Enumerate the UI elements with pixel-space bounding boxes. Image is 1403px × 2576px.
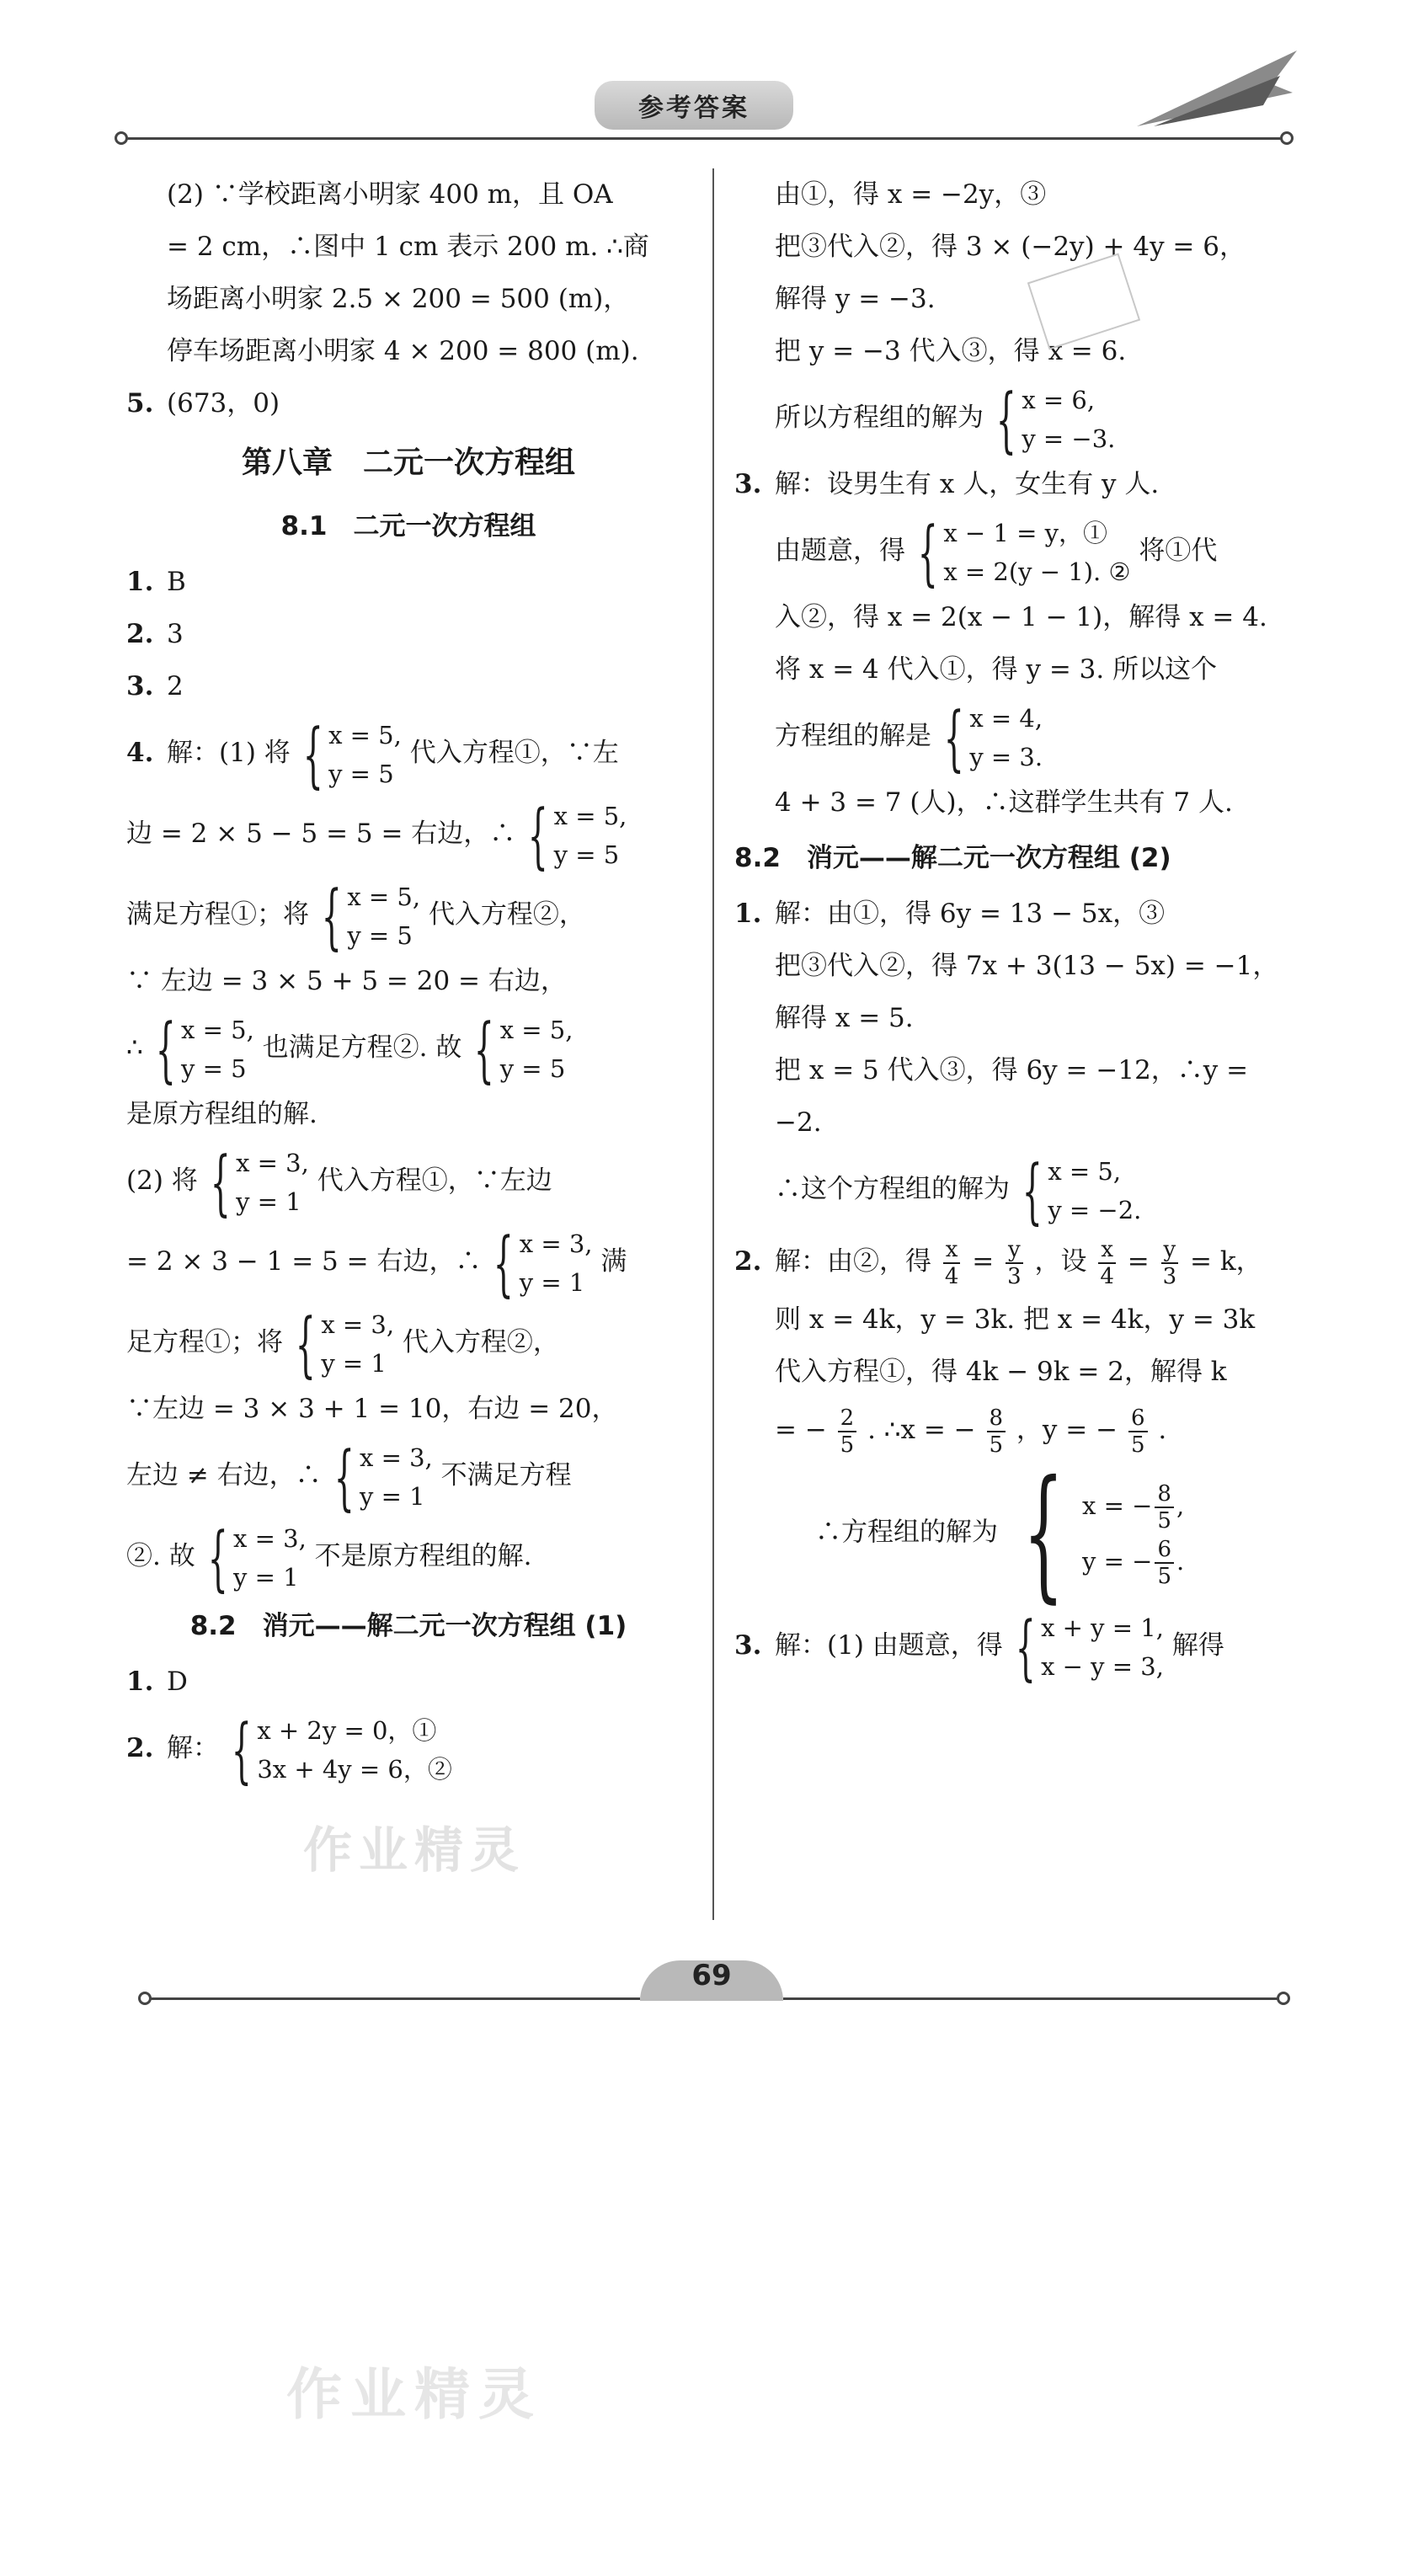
equation-system [992,377,1116,461]
answer-text: B [167,567,186,597]
text-line-group [126,1516,691,1597]
answer-2 [126,608,691,660]
equation-punct: . [1176,1547,1185,1576]
fraction [838,1405,857,1458]
brace-icon: { [321,874,342,957]
text-line-group [734,510,1290,594]
equation-system [317,874,421,957]
equation: y = 5 [328,759,394,788]
brace-icon: { [295,1302,316,1385]
watermark-bottom: 作业精灵 [286,2362,542,2427]
answer-3 [734,458,1290,510]
equation: y = 1 [233,1562,299,1592]
header-rule-left-dot [115,131,128,145]
brace-icon: { [1015,1605,1036,1688]
text-line: = 2 cm，∴图中 1 cm 表示 200 m. ∴商 [167,232,649,262]
answer-text: 代入方程①，∵左 [409,738,619,768]
brace-icon: { [210,1140,231,1224]
equation: x = 5, [553,801,627,830]
equation-system [152,1007,254,1091]
answer-text: ，设 [1034,1246,1087,1277]
footer-rule-right-dot [1277,1992,1290,2005]
denominator: 5 [1130,1432,1145,1458]
answer-3 [734,1605,1290,1686]
equation: x = 5, [499,1015,573,1044]
text-line: 解得 x = 5. [775,1003,914,1033]
fraction [1097,1237,1117,1289]
brace-icon: { [493,1221,515,1304]
answer-text: 解： [167,1733,219,1763]
brace-icon: { [155,1007,176,1091]
answer-text: = 2 × 3 − 1 = 5 = 右边，∴ [126,1246,482,1277]
equation: x = 5, [328,720,402,749]
answer-text: 满足方程①；将 [126,899,309,930]
answer-text: 解：由①，得 6y = 13 − 5x，③ [775,899,1166,929]
text-line-group [126,1140,691,1224]
answer-text: . ∴x = − [867,1415,976,1445]
equation-system [489,1221,593,1304]
text-line-group [126,1221,691,1302]
text-line: 入②，得 x = 2(x − 1 − 1)，解得 x = 4. [775,602,1267,632]
footer-rule-left-dot [138,1992,152,2005]
brace-icon: { [917,510,938,594]
text-line: −2. [775,1107,822,1138]
equation: y = −3. [1022,424,1116,453]
text-line-group [734,696,1290,779]
denominator: 5 [1157,1508,1171,1533]
numerator: 8 [1155,1481,1174,1508]
question-number: 1. [126,1667,154,1697]
text-line-group [734,1149,1290,1232]
equation: x = 5, [181,1015,254,1044]
brace-icon: { [333,1435,355,1518]
text-line: 则 x = 4k，y = 3k. 把 x = 4k，y = 3k [775,1304,1256,1335]
fraction [1128,1405,1148,1458]
section-title: 8.1 二元一次方程组 [280,511,536,541]
answer-text: (2) 将 [126,1165,198,1196]
equation [1082,1478,1184,1533]
denominator: 5 [840,1432,855,1458]
brace-icon: { [207,1516,228,1599]
numerator: 6 [1155,1537,1174,1564]
fraction [1155,1537,1174,1589]
equation-lhs: x = − [1082,1491,1153,1520]
question-number: 2. [734,1246,762,1277]
brace-icon: { [1022,1149,1043,1232]
denominator: 3 [1162,1263,1177,1289]
section-title: 8.2 消元——解二元一次方程组 (1) [189,1611,627,1641]
brace-icon: { [302,712,323,796]
equation-system [1011,1605,1164,1688]
equation-system [940,696,1043,779]
answer-text: 由题意，得 [775,536,905,566]
equation-punct: , [1176,1491,1185,1520]
equation-system [204,1516,307,1599]
answer-text: 不是原方程组的解. [314,1541,532,1571]
answer-3 [126,660,691,712]
equation-system [914,510,1131,594]
brace-icon: { [995,377,1016,461]
denominator: 3 [1007,1263,1022,1289]
equation: x = 5, [1048,1156,1122,1186]
answer-1 [126,556,691,608]
answer-text: 将①代 [1139,536,1218,566]
question-number: 1. [734,899,762,929]
equation: x + 2y = 0，① [257,1715,437,1745]
question-number: 3. [126,671,154,701]
numerator: 2 [838,1405,857,1432]
text-line-group [734,1398,1290,1462]
text-line-group [734,1450,1290,1617]
equation-system [470,1007,573,1091]
answer-text: 解：(1) 由题意，得 [775,1630,1003,1661]
answer-text: ∴这个方程组的解为 [775,1174,1010,1204]
answer-text: 代入方程①，∵左边 [317,1165,552,1196]
numerator: y [1161,1237,1179,1264]
answer-text: ②. 故 [126,1541,195,1571]
question-number: 4. [126,738,154,768]
answer-2 [734,1229,1290,1293]
equation: x + y = 1, [1041,1613,1164,1642]
answer-text: (673，0) [167,388,280,419]
brace-icon: { [231,1708,252,1791]
answer-1 [126,1656,691,1708]
question-number: 2. [126,1733,154,1763]
answer-text: 所以方程组的解为 [775,403,984,433]
text-line-group [126,1435,691,1516]
watermark-text: 作业精灵 [303,1821,526,1879]
answer-text: 代入方程②， [402,1327,559,1357]
answer-text: ∴ [126,1032,143,1063]
header-wing-icon [1137,42,1305,135]
text-line-group [734,377,1290,461]
answer-text: 左边 ≠ 右边，∴ [126,1460,322,1491]
fraction [987,1405,1006,1458]
equation: x = 3, [360,1443,433,1472]
text-line: 是原方程组的解. [126,1099,317,1129]
numerator: 6 [1128,1405,1148,1432]
header-tab: 参考答案 [595,81,793,130]
denominator: 4 [944,1263,959,1289]
answer-text: 足方程①；将 [126,1327,283,1357]
answer-text: 方程组的解是 [775,721,931,751]
equation: x = 3, [236,1148,309,1177]
equation: y = 5 [347,920,413,950]
numerator: 8 [987,1405,1006,1432]
equation: y = 5 [181,1053,247,1083]
equation-system [227,1708,452,1791]
answer-text: ∴方程组的解为 [815,1517,998,1548]
equation: y = 1 [321,1348,387,1378]
answer-text: 3 [167,619,184,649]
text-line: 把 y = −3 代入③，得 x = 6. [775,336,1127,366]
equation: y = 1 [236,1187,301,1216]
equation: x = 6, [1022,385,1096,414]
numerator: x [1098,1237,1116,1264]
text-line: 代入方程①，得 4k − 9k = 2，解得 k [775,1357,1227,1387]
answer-text: = [1127,1246,1150,1277]
equation: 3x + 4y = 6，② [257,1754,452,1784]
equation: x − y = 3, [1041,1651,1164,1681]
equation: x = 4, [969,703,1043,733]
header-rule [118,137,1285,140]
text-line-group [126,874,691,955]
fraction [1005,1237,1024,1289]
brace-icon: { [473,1007,495,1091]
answer-text: 解得 [1171,1630,1224,1661]
text-line: 把③代入②，得 3 × (−2y) + 4y = 6， [775,232,1246,262]
equation: x − 1 = y，① [943,518,1107,547]
footer-rule-right [783,1997,1280,2000]
equation: x = 3, [321,1309,395,1339]
answer-text: D [167,1667,188,1697]
text-line: ∵左边 = 3 × 3 + 1 = 10，右边 = 20， [126,1394,618,1424]
answer-text: = k， [1190,1246,1262,1277]
equation: y = −2. [1048,1195,1142,1224]
text-line: (2) ∵学校距离小明家 400 m，且 OA [167,179,613,210]
equation: y = 5 [553,840,620,869]
equation: y = 3. [969,742,1043,771]
page-number: 69 [691,1959,732,1992]
column-divider [712,168,714,1920]
question-number: 5. [126,388,154,419]
right-column [734,168,1290,1686]
left-column [126,168,691,1789]
equation: x = 2(y − 1). ② [943,557,1131,586]
answer-text: = [972,1246,995,1277]
text-line: 把 x = 5 代入③，得 6y = −12，∴y = [775,1055,1249,1085]
fraction [942,1237,962,1289]
equation-system [206,1140,309,1224]
answer-text: 解：设男生有 x 人，女生有 y 人. [775,469,1160,499]
brace-icon: { [943,696,964,779]
equation-system [330,1435,433,1518]
answer-text: 不满足方程 [440,1460,572,1491]
text-line: 解得 y = −3. [775,284,936,314]
answer-text: 2 [167,671,184,701]
denominator: 5 [989,1432,1004,1458]
answer-text: 也满足方程②. 故 [262,1032,462,1063]
answer-4 [126,712,691,796]
answer-text: ，y = − [1016,1415,1118,1445]
brace-icon: { [1022,1450,1064,1617]
question-number: 3. [734,1630,762,1661]
answer-text: 代入方程②， [428,899,585,930]
section-title: 8.2 消元——解二元一次方程组 (2) [734,843,1171,873]
answer-5 [126,377,691,429]
answer-text: 解：(1) 将 [167,738,291,768]
numerator: x [943,1237,961,1264]
answer-text: 满 [600,1246,627,1277]
footer-rule-left [148,1997,640,2000]
chapter-title: 第八章 二元一次方程组 [241,445,575,480]
fraction [1160,1237,1180,1289]
text-line: 4 + 3 = 7 (人)，∴这群学生共有 7 人. [775,787,1233,818]
equation: x = 3, [519,1229,593,1258]
answer-1 [734,888,1290,940]
equation-system [524,793,627,877]
text-line: 把③代入②，得 7x + 3(13 − 5x) = −1， [775,951,1279,981]
equation: x = 3, [233,1523,307,1553]
equation-system [299,712,402,796]
denominator: 5 [1157,1564,1171,1589]
answer-text: . [1158,1415,1167,1445]
text-line-group [126,1302,691,1383]
question-number: 3. [734,469,762,499]
equation-system [1018,1149,1142,1232]
fraction [1155,1481,1174,1533]
text-line: ∵ 左边 = 3 × 5 + 5 = 20 = 右边， [126,966,567,996]
answer-text: 解：由②，得 [775,1246,931,1277]
numerator: y [1006,1237,1023,1264]
equation-system [1006,1450,1185,1617]
answer-2 [126,1708,691,1789]
equation: x = 5, [347,882,421,911]
brace-icon: { [527,793,548,877]
question-number: 1. [126,567,154,597]
text-line-group [126,1007,691,1091]
text-line-group [126,793,691,877]
equation-lhs: y = − [1082,1547,1153,1576]
equation: y = 1 [519,1267,585,1297]
equation [1082,1533,1184,1589]
text-line: 停车场距离小明家 4 × 200 = 800 (m). [167,336,639,366]
answer-text: 边 = 2 × 5 − 5 = 5 = 右边，∴ [126,819,516,849]
text-line: 场距离小明家 2.5 × 200 = 500 (m)， [167,284,630,314]
answer-text: = − [775,1415,827,1445]
denominator: 4 [1100,1263,1114,1289]
text-line: 将 x = 4 代入①，得 y = 3. 所以这个 [775,654,1218,685]
text-line: 由①，得 x = −2y，③ [775,179,1047,210]
equation-system [291,1302,395,1385]
equation: y = 5 [499,1053,566,1083]
question-number: 2. [126,619,154,649]
equation: y = 1 [360,1481,425,1511]
